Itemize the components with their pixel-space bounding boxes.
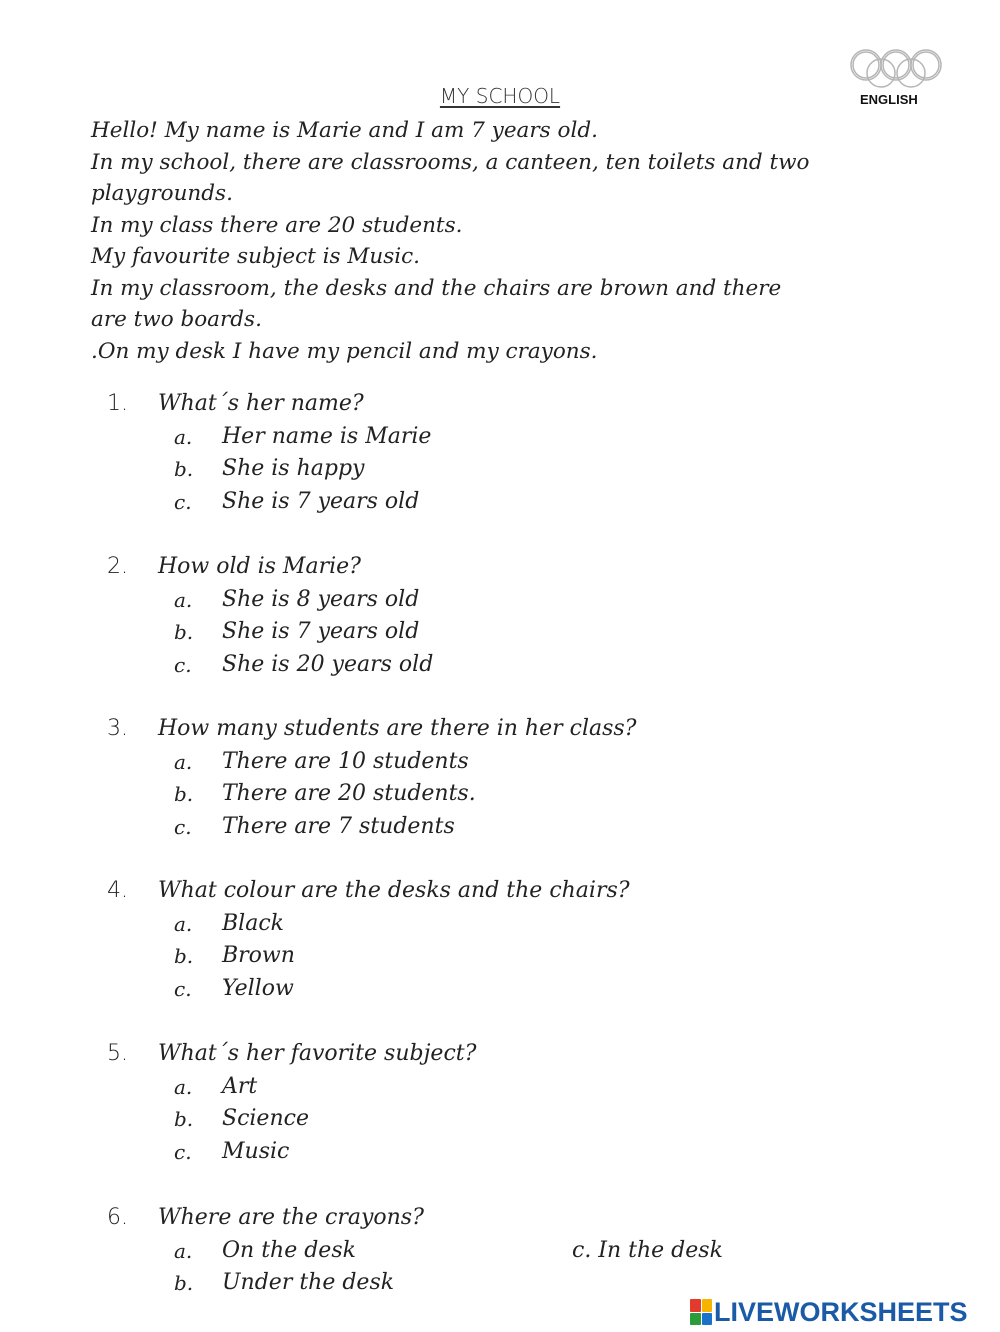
intro-line: .On my desk I have my pencil and my crayons. — [91, 338, 598, 364]
intro-line: playgrounds. — [91, 181, 233, 206]
question-text: What´s her name? — [158, 391, 364, 416]
option-c[interactable]: c. In the desk — [572, 1238, 723, 1263]
brand-text: LIVEWORKSHEETS — [714, 1296, 968, 1327]
intro-line: In my classroom, the desks and the chairs are brown and there — [91, 275, 782, 301]
intro-line: In my class there are 20 students. — [91, 212, 463, 238]
question-number: 5. — [107, 1041, 128, 1066]
logo-label: ENGLISH — [860, 92, 918, 107]
question-number: 4. — [107, 878, 128, 903]
question-number: 6. — [107, 1205, 128, 1230]
question-text: What colour are the desks and the chairs? — [158, 878, 630, 903]
question-text: How old is Marie? — [158, 554, 361, 579]
olympic-rings-icon — [848, 48, 944, 88]
question-text: What´s her favorite subject? — [158, 1041, 477, 1066]
page-title: MY SCHOOL — [439, 84, 561, 108]
intro-line: are two boards. — [91, 307, 262, 332]
question-number: 1. — [107, 391, 128, 416]
intro-line: In my school, there are classrooms, a canteen, ten toilets and two — [91, 149, 810, 175]
question-text: Where are the crayons? — [158, 1205, 424, 1230]
intro-text — [91, 115, 921, 367]
question-text: How many students are there in her class? — [158, 716, 637, 741]
question-number: 2. — [107, 554, 128, 579]
intro-line: My favourite subject is Music. — [91, 244, 420, 269]
liveworksheets-logo-icon — [690, 1299, 712, 1325]
liveworksheets-brand[interactable] — [690, 1296, 968, 1328]
intro-line: Hello! My name is Marie and I am 7 years old. — [91, 118, 598, 143]
question-number: 3. — [107, 716, 128, 741]
